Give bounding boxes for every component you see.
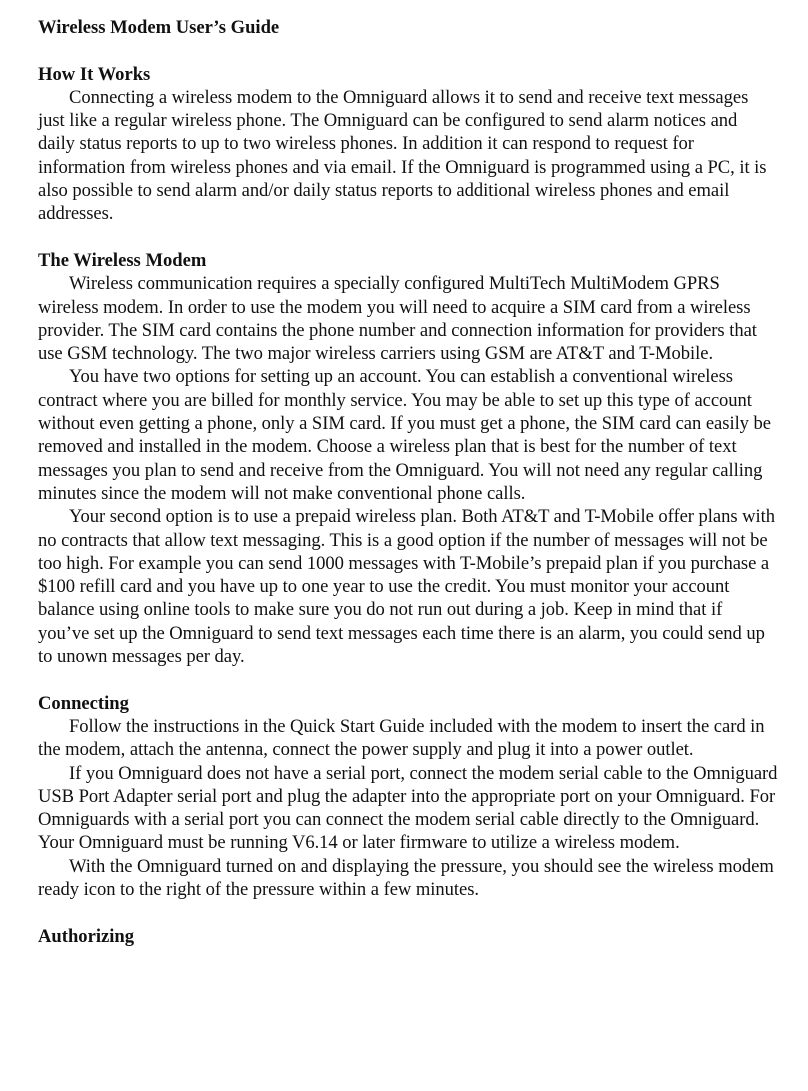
section-heading: The Wireless Modem [38, 249, 207, 271]
section-connecting [38, 692, 778, 902]
paragraph: If you Omniguard does not have a serial port, connect the modem serial cable to the Omniguard USB Port Adapter serial port and plug the adapter into the appropriate port on your Omniguard. For Omniguards with a serial port you can connect the modem serial cable directly to the Omniguard. Your Omniguard must be running V6.14 or later firmware to utilize a wireless modem. [38, 762, 778, 854]
document-page [38, 16, 778, 948]
paragraph: With the Omniguard turned on and displaying the pressure, you should see the wireless modem ready icon to the right of the pressure within a few minutes. [38, 855, 774, 900]
paragraph: Your second option is to use a prepaid wireless plan. Both AT&T and T-Mobile offer plans with no contracts that allow text messaging. This is a good option if the number of messages will not be too high. For example you can send 1000 messages with T-Mobile’s prepaid plan if you purchase a $100 refill card and you have up to one year to use the credit. You must monitor your account balance using online tools to make sure you do not run out during a job. Keep in mind that if you’ve set up the Omniguard to send text messages each time there is an alarm, you could send up to unown messages per day. [38, 506, 775, 668]
paragraph: Connecting a wireless modem to the Omniguard allows it to send and receive text messages just like a regular wireless phone. The Omniguard can be configured to send alarm notices and daily status reports to up to two wireless phones. In addition it can respond to request for information from wireless phones and via email. If the Omniguard is programmed using a PC, it is also possible to send alarm and/or daily status reports to additional wireless phones and email addresses. [38, 86, 767, 225]
section-heading: Authorizing [38, 925, 135, 947]
section-authorizing [38, 925, 778, 948]
paragraph: Follow the instructions in the Quick Start Guide included with the modem to insert the card in the modem, attach the antenna, connect the power supply and plug it into a power outlet. [38, 715, 765, 761]
paragraph: You have two options for setting up an account. You can establish a conventional wireless contract where you are billed for monthly service. You may be able to set up this type of account without even getting a phone, only a SIM card. If you must get a phone, the SIM card can easily be removed and installed in the modem. Choose a wireless plan that is best for the number of text messages you plan to send and receive from the Omniguard. You will not need any regular calling minutes since the modem will not make conventional phone calls. [38, 366, 771, 504]
paragraph: Wireless communication requires a specially configured MultiTech MultiModem GPRS wireless modem. In order to use the modem you will need to acquire a SIM card from a wireless provider. The SIM card contains the phone number and connection information for providers that use GSM technology. The two major wireless carriers using GSM are AT&T and T-Mobile. [38, 273, 757, 365]
document-title: Wireless Modem User’s Guide [38, 17, 280, 38]
section-the-wireless-modem [38, 249, 778, 668]
section-how-it-works [38, 63, 778, 226]
section-heading: How It Works [38, 63, 151, 85]
section-heading: Connecting [38, 692, 129, 714]
